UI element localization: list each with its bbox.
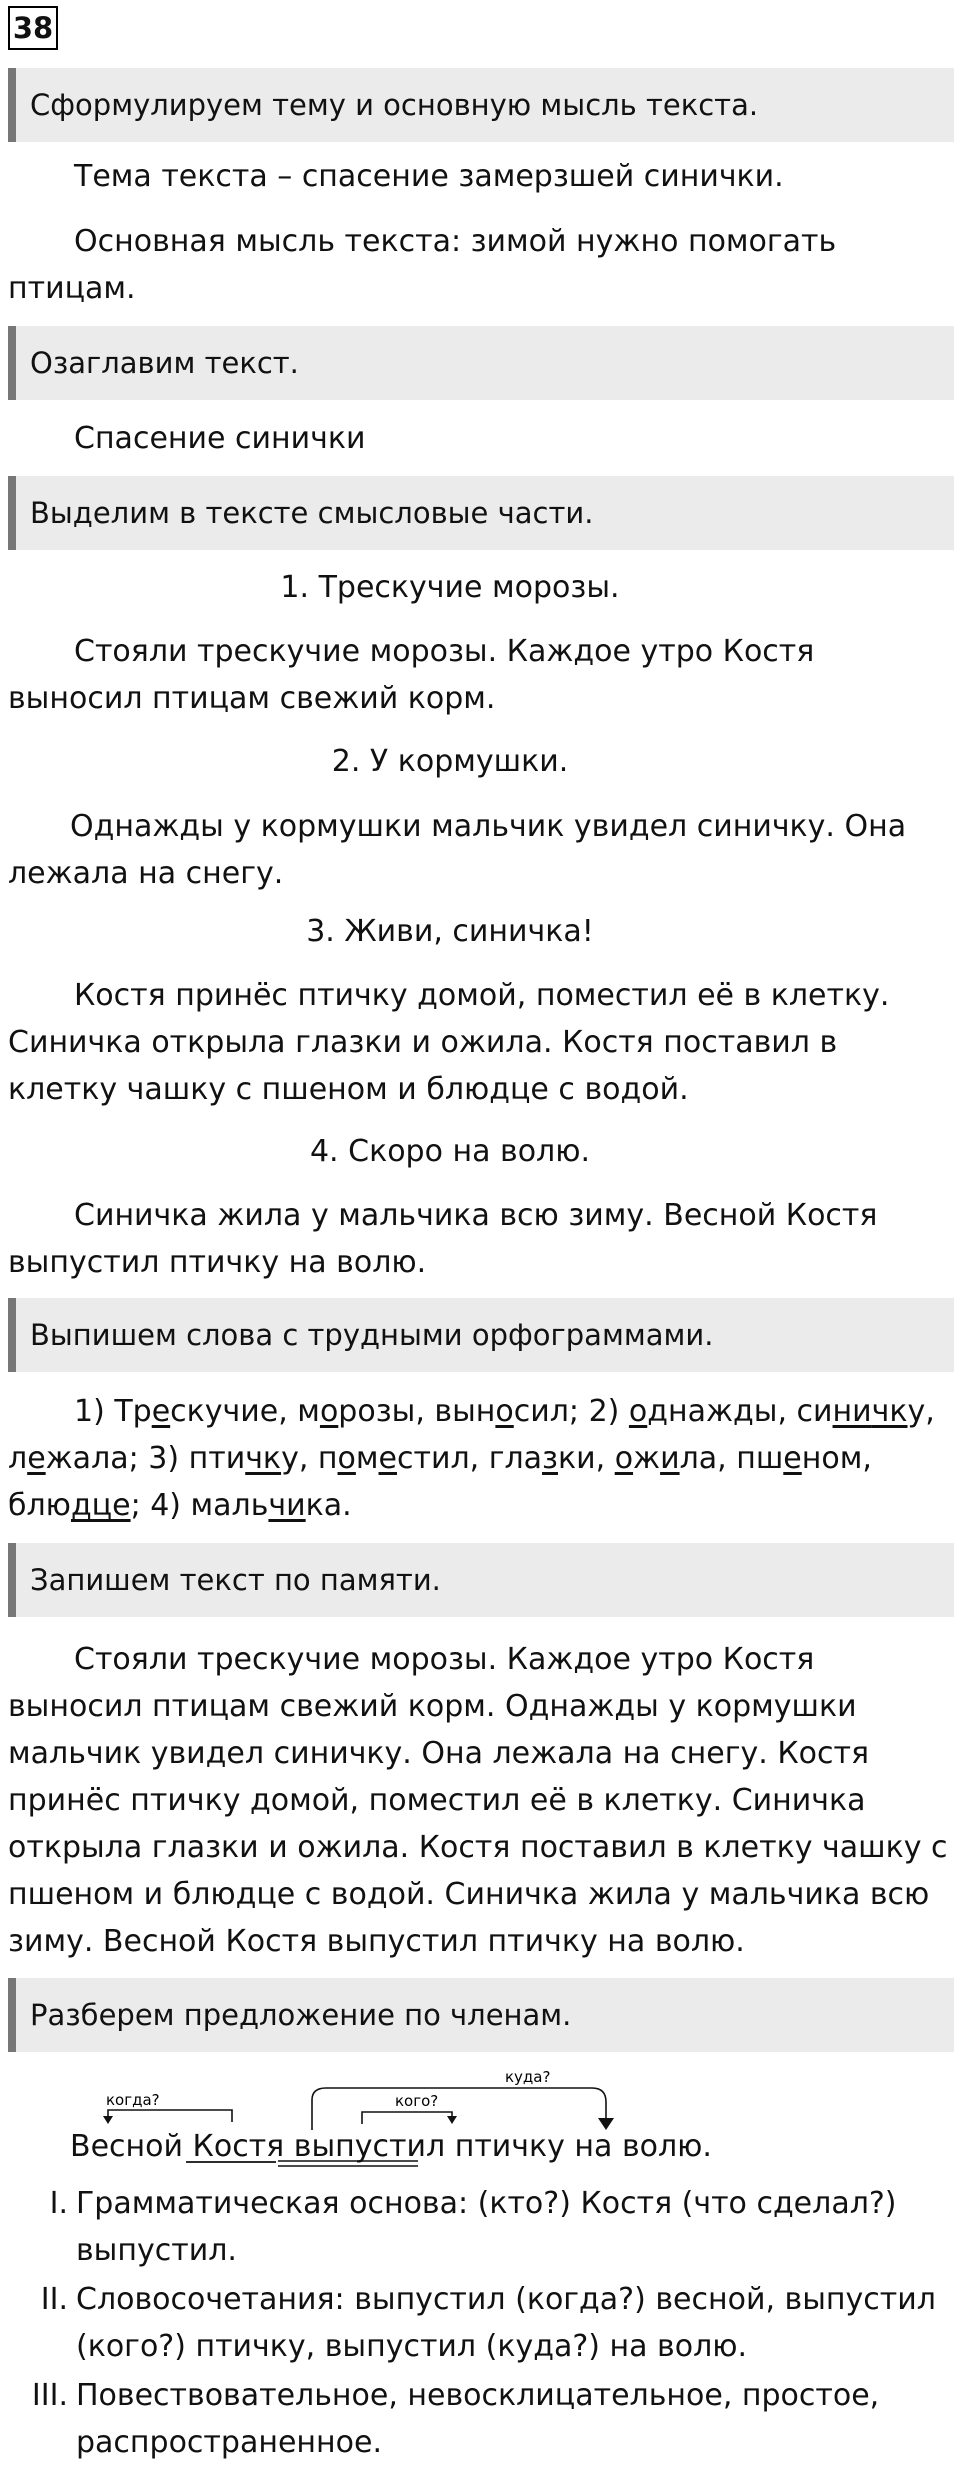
spelling-underlined-letter: о [319,1394,339,1429]
section-header-title: Озаглавим текст. [8,326,954,400]
section-header-spelling: Выпишем слова с трудными орфограммами. [8,1298,954,1372]
item-2-text: Словосочетания: выпустил (когда?) весной, выпустил (кого?) птичку, выпустил (куда?) на волю. [76,2282,936,2364]
part-3-title: 3. Живи, синичка! [306,914,594,949]
arrow-whom [447,2116,457,2124]
spelling-underlined-letter: е [151,1394,171,1429]
item-3-text: Повествовательное, невосклицательное, простое, распространенное. [76,2378,880,2460]
word-kostya: Костя [192,2129,285,2164]
spelling-underlined-letter: чк [245,1441,282,1476]
section-header-memory: Запишем текст по памяти. [8,1543,954,1617]
part-1-text: Стояли трескучие морозы. Каждое утро Костя выносил птицам свежий корм. [8,634,815,716]
section-header-parts: Выделим в тексте смысловые части. [8,476,954,550]
spelling-underlined-letter: е [378,1441,397,1476]
spelling-underlined-letter: о [495,1394,514,1429]
section-header-theme: Сформулируем тему и основную мысль текста. [8,68,954,142]
arrow-when [103,2116,113,2124]
item-1-text: Грамматическая основа: (кто?) Костя (что сделал?) выпустил. [76,2186,897,2268]
spelling-underlined-letter: е [27,1441,46,1476]
sentence-parse-diagram [0,2060,960,2170]
part-1-title: 1. Трескучие морозы. [280,570,620,605]
spelling-underlined-letter: ни [832,1394,872,1429]
spelling-underlined-letter: чк [871,1394,908,1429]
spelling-underlined-letter: о [337,1441,356,1476]
text-title: Спасение синички [74,421,366,456]
question-where-label: куда? [505,2068,551,2086]
word-vesnoy: Весной [70,2129,183,2164]
main-idea-text: Основная мысль текста: зимой нужно помогать птицам. [8,224,837,306]
section-header-parse: Разберем предложение по членам. [8,1978,954,2052]
part-4-text: Синичка жила у мальчика всю зиму. Весной Костя выпустил птичку на волю. [8,1198,878,1280]
word-vypustil: выпустил [293,2129,446,2164]
svg-text:Весной Костя [70,2129,712,2164]
spelling-underlined-letter: з [542,1441,558,1476]
memory-text: Стояли трескучие морозы. Каждое утро Костя выносил птицам свежий корм. Однажды у кормушки мальчик увидел синичку. Она лежала на снегу. Костя принёс птичку домой, поместил её в клетку. Синичка открыла глазки и ожила. Костя поставил в клетку чашку с пшеном и блюдце с водой. Синичка жила у мальчика всю зиму. Весной Костя выпустил птичку на волю. [8,1642,948,1959]
item-3-number: III. [31,2378,68,2413]
question-when-label: когда? [106,2091,160,2109]
spelling-underlined-letter: о [614,1441,634,1476]
spelling-underlined-letter: о [628,1394,648,1429]
item-1-number: I. [49,2186,68,2221]
question-whom-label: кого? [395,2092,439,2110]
task-number: 38 [8,6,58,50]
part-4-title: 4. Скоро на волю. [309,1134,591,1169]
word-rest: птичку на волю. [454,2129,712,2164]
part-2-text: Однажды у кормушки мальчик увидел синичку. Она лежала на снегу. [8,809,907,891]
part-3-text: Костя принёс птичку домой, поместил её в клетку. Синичка открыла глазки и ожила. Костя поставил в клетку чашку с пшеном и блюдце с водой. [8,978,890,1107]
item-2-number: II. [40,2282,68,2317]
spelling-underlined-letter: дце [70,1488,131,1523]
spelling-words: 1) Трескучие, морозы, выносил; 2) однажды, синичку, лежала; 3) птичку, поместил, глазки, ожила, пшеном, блюдце; 4) мальчика. [8,1394,935,1523]
spelling-underlined-letter: е [783,1441,802,1476]
spelling-underlined-letter: чи [268,1488,306,1523]
spelling-underlined-letter: и [660,1441,680,1476]
theme-text: Тема текста – спасение замерзшей синички. [74,159,784,194]
part-2-title: 2. У кормушки. [331,744,569,779]
